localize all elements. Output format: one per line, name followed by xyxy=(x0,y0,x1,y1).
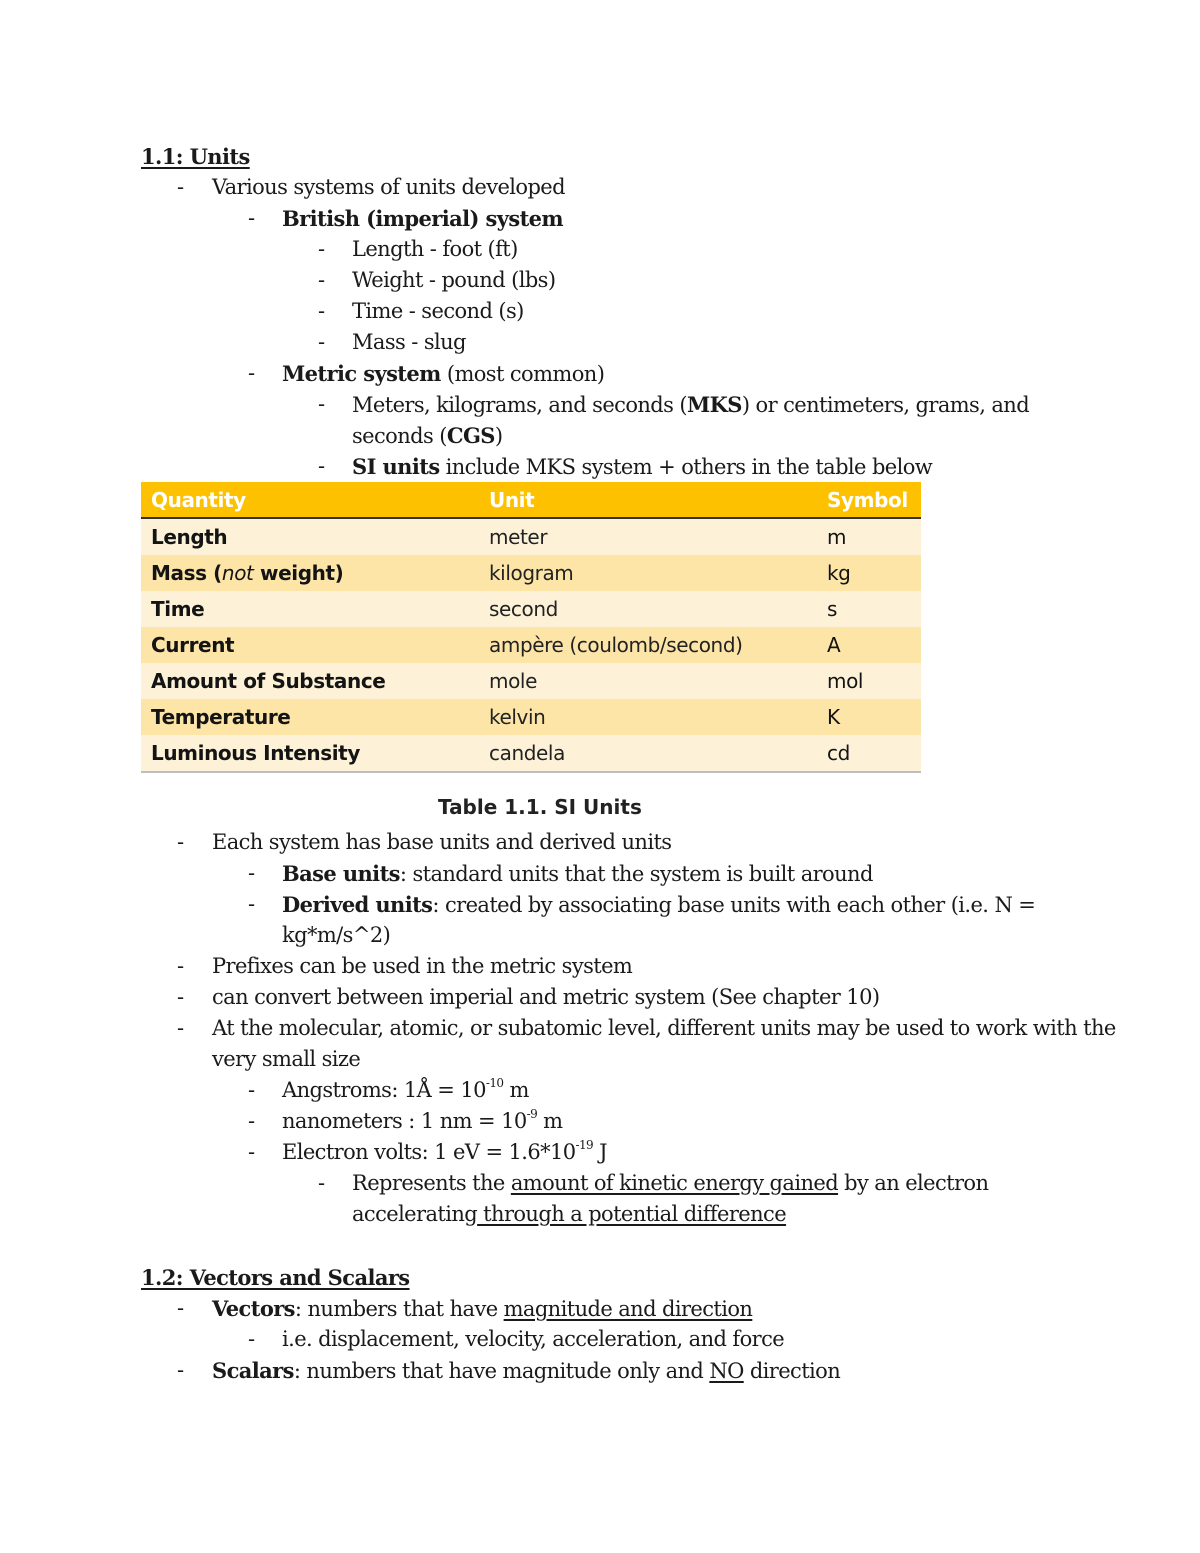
list-item-cgs: seconds (CGS) xyxy=(352,423,503,448)
column-header-symbol: Symbol xyxy=(817,482,921,518)
symbol-cell: cd xyxy=(817,735,921,772)
table-row xyxy=(141,518,921,555)
bullet: - xyxy=(248,206,256,230)
list-item: i.e. displacement, velocity, acceleration, and force xyxy=(282,1327,785,1351)
section-heading-vectors-scalars: 1.2: Vectors and Scalars xyxy=(141,1265,410,1290)
bullet: - xyxy=(177,175,185,199)
symbol-cell: mol xyxy=(817,663,921,699)
table-row xyxy=(141,663,921,699)
bullet: - xyxy=(318,299,326,323)
quantity-cell: Time xyxy=(141,591,479,627)
list-item-metric: Metric system (most common) xyxy=(282,361,605,386)
list-item: Prefixes can be used in the metric system xyxy=(212,954,633,978)
bullet: - xyxy=(248,892,256,916)
table-row xyxy=(141,627,921,663)
list-item-electron-volts: Electron volts: 1 eV = $1.6*10^{-19}$ J xyxy=(282,1138,607,1164)
bullet: - xyxy=(318,237,326,261)
unit-cell: second xyxy=(479,591,817,627)
unit-cell: kelvin xyxy=(479,699,817,735)
list-item: Weight - pound (lbs) xyxy=(352,268,556,292)
bullet: - xyxy=(177,985,185,1009)
quantity-cell: Mass (not weight) xyxy=(141,555,479,591)
list-item-derived-units: Derived units: created by associating base units with each other (i.e. N = xyxy=(282,892,1036,917)
unit-cell: mole xyxy=(479,663,817,699)
bullet: - xyxy=(248,361,256,385)
list-item-continuation: very small size xyxy=(212,1047,361,1071)
table-row xyxy=(141,735,921,772)
list-item: Mass - slug xyxy=(352,330,466,354)
bullet: - xyxy=(318,454,326,478)
quantity-cell: Length xyxy=(141,518,479,555)
list-item-represents: Represents the amount of kinetic energy gained by an electron xyxy=(352,1171,989,1195)
bullet: - xyxy=(177,1296,185,1320)
list-item-continuation: accelerating through a potential difference xyxy=(352,1202,787,1226)
quantity-cell: Current xyxy=(141,627,479,663)
column-header-unit: Unit xyxy=(479,482,817,518)
symbol-cell: kg xyxy=(817,555,921,591)
bullet: - xyxy=(248,1078,256,1102)
symbol-cell: A xyxy=(817,627,921,663)
quantity-cell: Luminous Intensity xyxy=(141,735,479,772)
quantity-cell: Temperature xyxy=(141,699,479,735)
bullet: - xyxy=(318,330,326,354)
table-row xyxy=(141,555,921,591)
bullet: - xyxy=(318,1171,326,1195)
unit-cell: candela xyxy=(479,735,817,772)
symbol-cell: K xyxy=(817,699,921,735)
bullet: - xyxy=(248,1109,256,1133)
unit-cell: meter xyxy=(479,518,817,555)
bullet: - xyxy=(248,1140,256,1164)
list-item-mks: Meters, kilograms, and seconds (MKS) or centimeters, grams, and xyxy=(352,392,1030,417)
list-item: At the molecular, atomic, or subatomic level, different units may be used to work with the xyxy=(212,1016,1116,1040)
list-item-continuation: kg*m/s^2) xyxy=(282,923,391,947)
column-header-quantity: Quantity xyxy=(141,482,479,518)
table-header-row xyxy=(141,482,921,518)
list-item: Various systems of units developed xyxy=(212,175,565,199)
table-row xyxy=(141,699,921,735)
list-item-british: British (imperial) system xyxy=(282,206,564,231)
bullet: - xyxy=(177,954,185,978)
list-item: Time - second (s) xyxy=(352,299,524,323)
quantity-cell: Amount of Substance xyxy=(141,663,479,699)
list-item-angstroms: Angstroms: 1Å = $10^{-10}$ m xyxy=(282,1076,529,1102)
list-item: Length - foot (ft) xyxy=(352,237,518,261)
symbol-cell: m xyxy=(817,518,921,555)
section-heading-units: 1.1: Units xyxy=(141,144,250,169)
list-item-nanometers: nanometers : 1 nm = $10^{-9}$ m xyxy=(282,1107,563,1133)
si-units-table xyxy=(141,482,921,773)
bullet: - xyxy=(318,268,326,292)
bullet: - xyxy=(318,392,326,416)
table-caption: Table 1.1. SI Units xyxy=(438,795,642,819)
unit-cell: kilogram xyxy=(479,555,817,591)
bullet: - xyxy=(177,1358,185,1382)
bullet: - xyxy=(248,861,256,885)
list-item: can convert between imperial and metric system (See chapter 10) xyxy=(212,985,880,1009)
unit-cell: ampère (coulomb/second) xyxy=(479,627,817,663)
list-item-vectors: Vectors: numbers that have magnitude and direction xyxy=(212,1296,753,1321)
list-item: Each system has base units and derived units xyxy=(212,830,672,854)
bullet: - xyxy=(177,1016,185,1040)
bullet: - xyxy=(248,1327,256,1351)
symbol-cell: s xyxy=(817,591,921,627)
table-row xyxy=(141,591,921,627)
list-item-scalars: Scalars: numbers that have magnitude only and NO direction xyxy=(212,1358,841,1383)
list-item-base-units: Base units: standard units that the system is built around xyxy=(282,861,873,886)
bullet: - xyxy=(177,830,185,854)
list-item-si: SI units include MKS system + others in the table below xyxy=(352,454,933,479)
